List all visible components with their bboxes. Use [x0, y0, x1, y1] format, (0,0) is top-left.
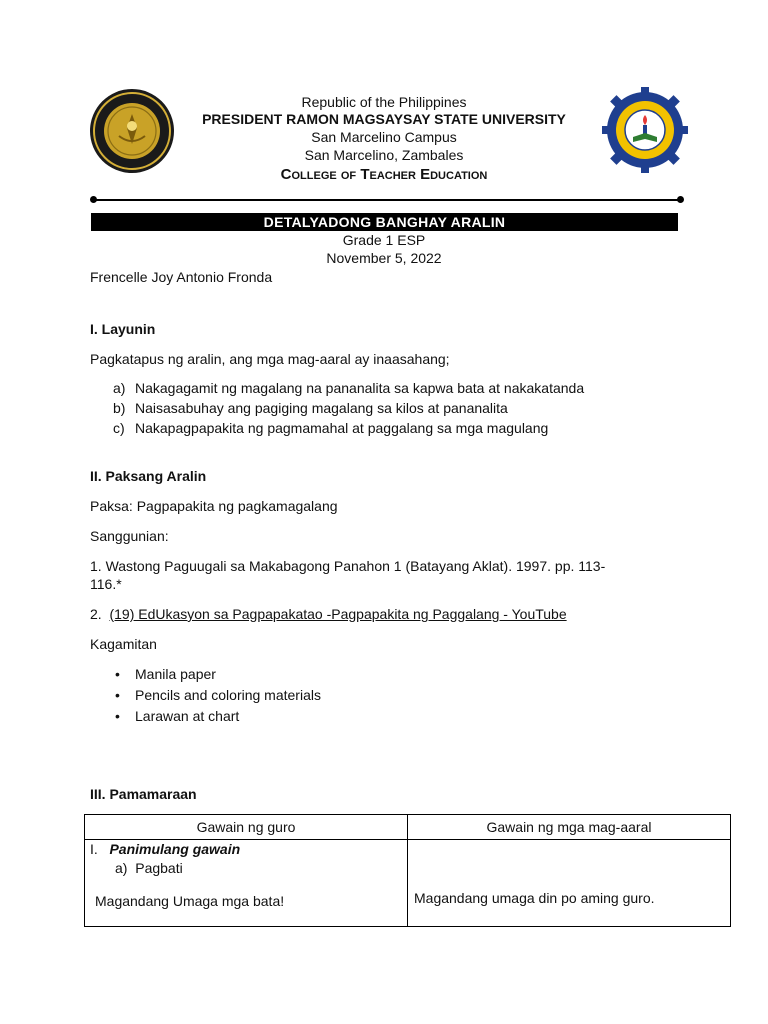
- teacher-greeting: Magandang Umaga mga bata!: [95, 893, 285, 909]
- objective-label: a): [113, 380, 126, 396]
- paksa-line: Paksa: Pagpapakita ng pagkamagalang: [90, 498, 338, 514]
- kagamitan-label: Kagamitan: [90, 636, 157, 652]
- reference-2: [90, 605, 567, 623]
- objective-item: [113, 419, 548, 437]
- reference-2-number: 2.: [90, 606, 102, 622]
- objective-label: c): [113, 420, 125, 436]
- student-cell: [408, 840, 731, 927]
- section-heading-pamamaraan: III. Pamamaraan: [90, 786, 197, 802]
- grade-level: Grade 1 ESP: [342, 232, 426, 248]
- section-heading-paksang-aralin: II. Paksang Aralin: [90, 468, 207, 484]
- pagbati-subitem: [115, 860, 183, 876]
- material-item: Manila paper: [135, 666, 216, 682]
- panimulang-heading: [90, 841, 240, 857]
- reference-1-line1: 1. Wastong Paguugali sa Makabagong Panahon 1 (Batayang Aklat). 1997. pp. 113-: [90, 558, 606, 574]
- section-heading-layunin: I. Layunin: [90, 321, 156, 337]
- bullet-icon: •: [115, 708, 120, 724]
- objective-label: b): [113, 400, 126, 416]
- subitem-label: a): [115, 860, 128, 876]
- author-name: Frencelle Joy Antonio Fronda: [90, 269, 273, 285]
- lesson-date: November 5, 2022: [326, 250, 442, 266]
- objective-item: [113, 399, 508, 417]
- teacher-cell: [85, 840, 408, 927]
- objective-text: Naisasabuhay ang pagiging magalang sa kilos at pananalita: [135, 400, 508, 416]
- material-item: Larawan at chart: [135, 708, 240, 724]
- table-header-row: [85, 815, 731, 840]
- objective-item: [113, 379, 584, 397]
- rule-dot-right: [677, 196, 684, 203]
- college-name: College of Teacher Education: [280, 166, 488, 183]
- layunin-intro: Pagkatapus ng aralin, ang mga mag-aaral ay inaasahang;: [90, 351, 450, 367]
- campus-address: San Marcelino, Zambales: [304, 147, 464, 163]
- republic-line: Republic of the Philippines: [301, 94, 467, 110]
- table-header-teacher: Gawain ng guro: [85, 815, 408, 840]
- procedure-table: [84, 814, 731, 927]
- header-divider: [92, 199, 680, 201]
- material-item: Pencils and coloring materials: [135, 687, 321, 703]
- reference-2-link[interactable]: (19) EdUkasyon sa Pagpapakatao -Pagpapakita ng Paggalang - YouTube: [109, 606, 567, 622]
- subitem-text: Pagbati: [135, 860, 183, 876]
- objective-text: Nakapagpapakita ng pagmamahal at paggalang sa mga magulang: [135, 420, 549, 436]
- campus-name: San Marcelino Campus: [311, 129, 457, 145]
- step-number: I.: [90, 841, 98, 857]
- step-title: Panimulang gawain: [109, 841, 241, 857]
- objective-text: Nakagagamit ng magalang na pananalita sa kapwa bata at nakakatanda: [135, 380, 585, 396]
- lesson-plan-banner: DETALYADONG BANGHAY ARALIN: [91, 213, 678, 231]
- bullet-icon: •: [115, 687, 120, 703]
- sanggunian-label: Sanggunian:: [90, 528, 169, 544]
- table-header-student: Gawain ng mga mag-aaral: [408, 815, 731, 840]
- reference-1-line2: 116.*: [90, 576, 122, 592]
- student-response: Magandang umaga din po aming guro.: [414, 890, 655, 906]
- table-row: [85, 840, 731, 927]
- university-name: PRESIDENT RAMON MAGSAYSAY STATE UNIVERSITY: [202, 111, 566, 127]
- bullet-icon: •: [115, 666, 120, 682]
